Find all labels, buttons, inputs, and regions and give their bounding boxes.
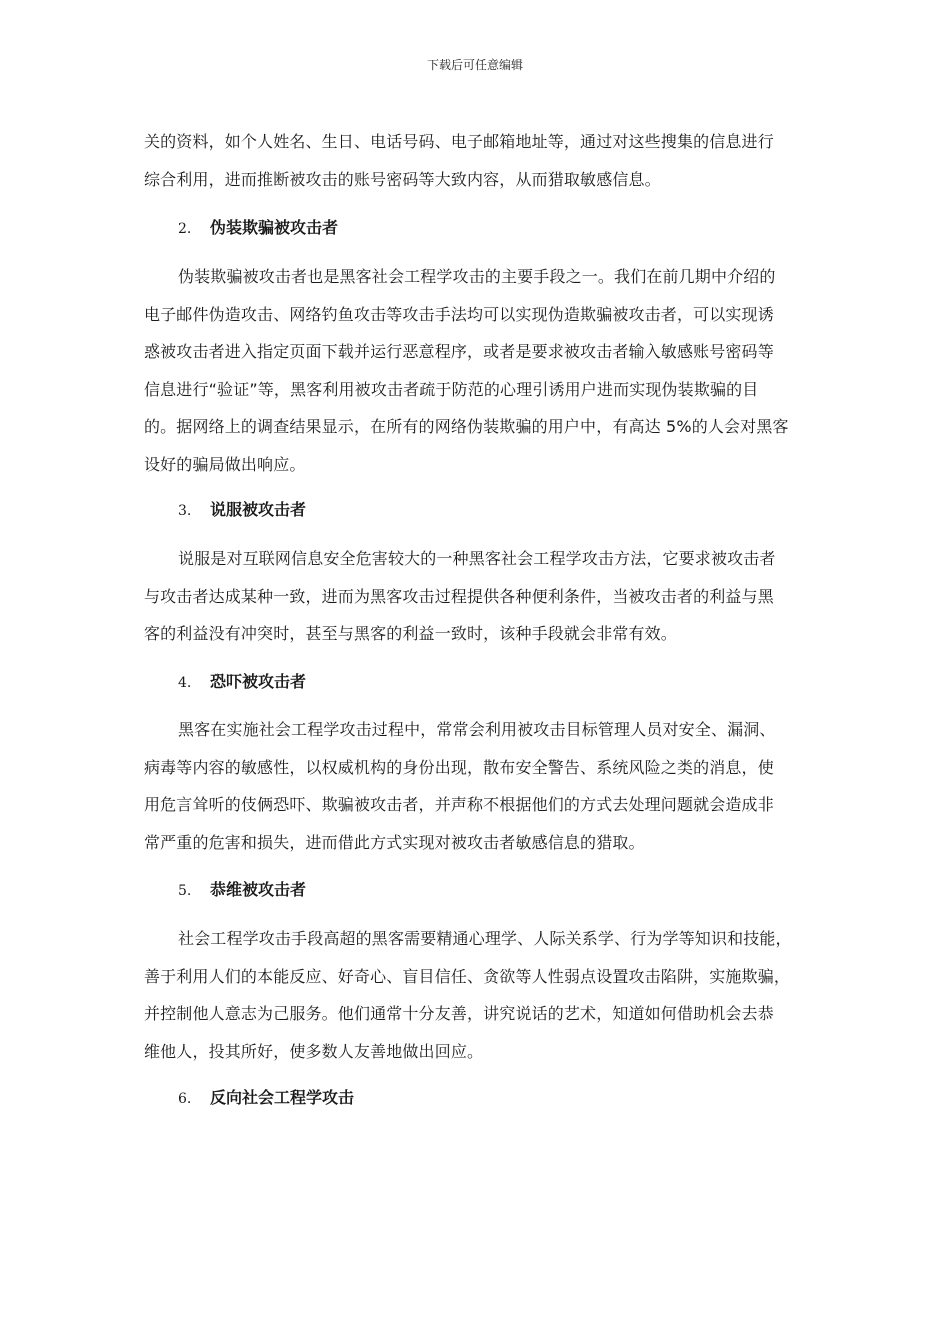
heading-title: 伪装欺骗被攻击者 — [210, 218, 339, 237]
heading-title: 说服被攻击者 — [210, 500, 307, 519]
page-header: 下载后可任意编辑 — [426, 58, 523, 72]
section-heading — [178, 672, 306, 693]
section-heading — [178, 500, 306, 521]
heading-number: 2. — [178, 221, 192, 237]
text-line: 电子邮件伪造攻击、网络钓鱼攻击等攻击手法均可以实现伪造欺骗被攻击者，可以实现诱 — [144, 304, 774, 324]
section-heading — [178, 880, 306, 901]
section-heading — [178, 218, 338, 239]
paragraph — [144, 711, 806, 861]
heading-number: 5. — [178, 883, 192, 899]
heading-title: 反向社会工程学攻击 — [210, 1088, 355, 1107]
heading-title: 恐吓被攻击者 — [210, 672, 307, 691]
text-line: 设好的骗局做出响应。 — [144, 454, 306, 474]
text-line: 关的资料，如个人姓名、生日、电话号码、电子邮箱地址等，通过对这些搜集的信息进行 — [144, 132, 774, 151]
text-line: 用危言耸听的伎俩恐吓、欺骗被攻击者，并声称不根据他们的方式去处理问题就会造成非 — [144, 795, 774, 814]
section-heading — [178, 1088, 354, 1109]
paragraph — [144, 540, 806, 653]
text-line: 信息进行“验证”等，黑客利用被攻击者疏于防范的心理引诱用户进而实现伪装欺骗的目 — [144, 379, 759, 399]
text-line: 病毒等内容的敏感性，以权威机构的身份出现，散布安全警告、系统风险之类的消息，使 — [144, 757, 774, 777]
text-line: 的。据网络上的调查结果显示，在所有的网络伪装欺骗的用户中，有高达 5%的人会对黑客 — [144, 417, 789, 436]
text-line: 黑客在实施社会工程学攻击过程中，常常会利用被攻击目标管理人员对安全、漏洞、 — [178, 720, 776, 739]
text-line: 常严重的危害和损失，进而借此方式实现对被攻击者敏感信息的猎取。 — [144, 832, 645, 852]
text-line: 综合利用，进而推断被攻击的账号密码等大致内容，从而猎取敏感信息。 — [144, 169, 661, 189]
text-line: 善于利用人们的本能反应、好奇心、盲目信任、贪欲等人性弱点设置攻击陷阱，实施欺骗， — [144, 966, 791, 986]
text-line: 并控制他人意志为己服务。他们通常十分友善，讲究说话的艺术，知道如何借助机会去恭 — [144, 1004, 774, 1023]
text-line: 惑被攻击者进入指定页面下载并运行恶意程序，或者是要求被攻击者输入敏感账号密码等 — [144, 342, 774, 361]
text-line: 维他人，投其所好，使多数人友善地做出回应。 — [144, 1041, 484, 1061]
heading-title: 恭维被攻击者 — [210, 880, 307, 899]
text-line: 与攻击者达成某种一致，进而为黑客攻击过程提供各种便利条件，当被攻击者的利益与黑 — [144, 586, 774, 606]
text-line: 社会工程学攻击手段高超的黑客需要精通心理学、人际关系学、行为学等知识和技能， — [178, 929, 792, 948]
heading-number: 4. — [178, 675, 192, 691]
text-line: 客的利益没有冲突时，甚至与黑客的利益一致时，该种手段就会非常有效。 — [144, 624, 677, 643]
heading-number: 3. — [178, 503, 192, 519]
paragraph — [144, 920, 806, 1070]
paragraph — [144, 258, 806, 483]
text-line: 伪装欺骗被攻击者也是黑客社会工程学攻击的主要手段之一。我们在前几期中介绍的 — [178, 267, 776, 286]
text-line: 说服是对互联网信息安全危害较大的一种黑客社会工程学攻击方法，它要求被攻击者 — [178, 549, 776, 568]
paragraph — [144, 123, 806, 198]
heading-number: 6. — [178, 1091, 192, 1107]
